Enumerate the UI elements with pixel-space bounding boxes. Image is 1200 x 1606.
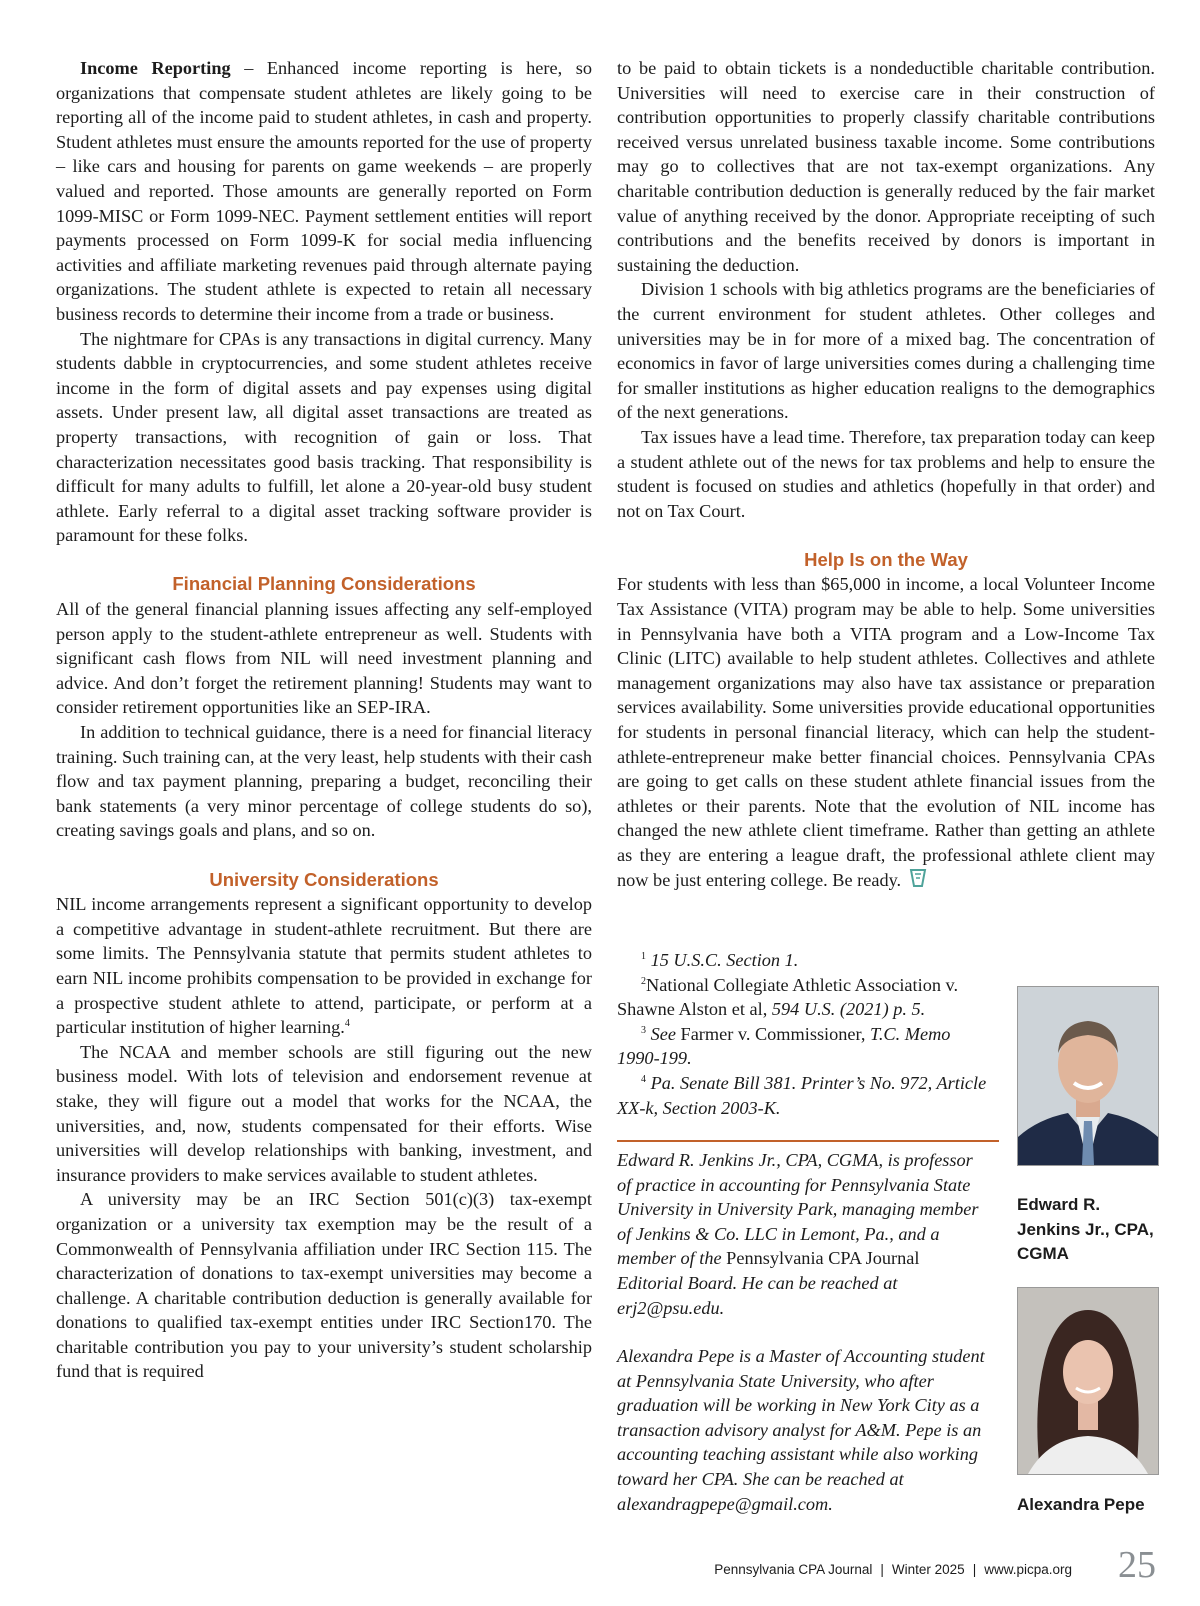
footer-separator: | [972, 1562, 977, 1577]
footnote-ref: 4 [344, 1018, 350, 1030]
footnote-text: Pa. Senate Bill 381. Printer’s No. 972, Article XX-k, Section 2003-K. [617, 1072, 987, 1118]
paragraph-text: – Enhanced income reporting is here, so organizations that compensate student athletes are likely going to be reporting all of the income paid to student athletes, in cash and property. Student athletes must ensure the amounts reported for the use of property – like cars and housing for parents on game weekends – are properly valued and reported. Those amounts are generally reported on Form 1099-MISC or Form 1099-NEC. Payment settlement entities will report payments processed on Form 1099-K for social media influencing activities and affiliate marketing revenues paid through alternate paying organizations. The student athlete is expected to retain all necessary business records to determine their income from a trade or business. [56, 58, 592, 324]
footnote-text: National Collegiate Athletic Association v. Shawne Alston et al, [617, 974, 959, 1020]
section-heading-university: University Considerations [209, 868, 439, 890]
paragraph-charitable: to be paid to obtain tickets is a nondeductible charitable contribution. Universities will need to exercise care in their construction of contribution opportunities to properly classify charitable contributions received versus unrelated business taxable income. Some contributions may go to collectives that are not tax-exempt organizations. Any charitable contribution deduction is generally reduced by the fair market value of anything received by the donor. Appropriate receipting of such contributions and the benefits received by donors is important in sustaining the deduction. [617, 58, 1155, 275]
keystone-icon [909, 868, 927, 895]
footnote-number: 3 [641, 1024, 646, 1036]
photo-caption-pepe: Alexandra Pepe [1017, 1495, 1145, 1514]
photo-caption-jenkins: Edward R. Jenkins Jr., CPA, CGMA [1017, 1195, 1154, 1264]
footnote-1 [617, 948, 997, 973]
section-heading-help: Help Is on the Way [804, 548, 968, 570]
footnote-number: 1 [641, 950, 646, 962]
footnote-2 [617, 973, 997, 1022]
footnote-number: 4 [641, 1073, 646, 1085]
footer-separator: | [880, 1562, 884, 1577]
author-bio-pepe: Alexandra Pepe is a Master of Accounting student at Pennsylvania State University, who after graduation will be working in New York City as a transaction advisory analyst for A&M. Pepe is an accounting teaching assistant while also working toward her CPA. She can be reached at alexandragpepe@gmail.com. [617, 1346, 985, 1514]
footnote-number: 2 [641, 975, 646, 987]
paragraph-text: For students with less than $65,000 in income, a local Volunteer Income Tax Assistance (VITA) program may be able to help. Some universities in Pennsylvania have both a VITA program and a Low-Income Tax Clinic (LITC) available to help student athletes. Collectives and athlete management organizations may also have tax assistance or preparation services availability. Some universities provide educational opportunities for students in personal financial literacy, which can help the student-athlete-entrepreneur make better financial choices. Pennsylvania CPAs are going to get calls on these student athlete financial issues from the athletes or their parents. Note that the evolution of NIL income has changed the new athlete client timeframe. Rather than getting an athlete as they are entering a league draft, the professional athlete client may now be just entering college. Be ready. [617, 574, 1155, 890]
paragraph-tax-exempt: A university may be an IRC Section 501(c)(3) tax-exempt organization or a university tax exemption may be the result of a Commonwealth of Pennsylvania affiliation under IRC Section 115. The characterization of donations to tax-exempt universities may become a challenge. A charitable contribution deduction is generally available for donations to qualified tax-exempt entities under IRC Section170. The charitable contribution you pay to your university’s student scholarship fund that is required [56, 1189, 592, 1382]
paragraph-ncaa: The NCAA and member schools are still figuring out the new business model. With lots of television and endorsement revenue at stake, they will figure out a model that works for the NCAA, the universities, and, now, students compensated for their efforts. Wise universities will develop relationships with banking, investment, and insurance providers to make services available to student athletes. [56, 1041, 592, 1185]
footnote-citation: 594 U.S. (2021) p. 5. [771, 999, 926, 1020]
footnote-3 [617, 1022, 997, 1071]
footnote-citation: T.C. Memo 1990-199. [617, 1023, 951, 1069]
footnote-signal: See [650, 1023, 676, 1044]
paragraph-income-reporting [56, 56, 592, 327]
author-photo-pepe [1017, 1287, 1159, 1475]
footnote-text: Farmer v. Commissioner, [675, 1023, 871, 1044]
paragraph-nil-income [56, 892, 592, 1040]
paragraph-division-1: Division 1 schools with big athletics programs are the beneficiaries of the current environment for student athletes. Other colleges and universities may be in for more of a mixed bag. The concentration of economics in favor of large universities comes during a challenging time for smaller institutions as higher education realigns to the demographics of the next generations. [617, 279, 1155, 423]
left-column [56, 56, 592, 1384]
run-in-heading: Income Reporting [80, 58, 231, 78]
footnote-4 [617, 1071, 997, 1120]
right-column [617, 56, 1155, 895]
section-heading-financial-planning: Financial Planning Considerations [172, 573, 476, 595]
footnote-text: 15 U.S.C. Section 1. [650, 950, 799, 970]
journal-name: Pennsylvania CPA Journal [726, 1248, 920, 1269]
author-photo-jenkins [1017, 986, 1159, 1166]
page-number: 25 [1118, 1544, 1156, 1586]
bio-text: Edward R. Jenkins Jr., CPA, CGMA, is professor of practice in accounting for Pennsylvania State University in University Park, managing member of Jenkins & Co. LLC in Lemont, Pa., and a member of the [617, 1150, 979, 1269]
footnotes [617, 948, 997, 1120]
divider-rule [617, 1140, 999, 1142]
paragraph-vita [617, 572, 1155, 894]
paragraph-financial-planning: All of the general financial planning issues affecting any self-employed person apply to the student-athlete entrepreneur as well. Students with significant cash flows from NIL will need investment planning and advice. And don’t forget the retirement planning! Students may want to consider retirement opportunities like an SEP-IRA. [56, 599, 592, 718]
website-link[interactable]: www.picpa.org [984, 1562, 1072, 1577]
issue-date: Winter 2025 [891, 1562, 965, 1577]
paragraph-text: NIL income arrangements represent a significant opportunity to develop a competitive advantage in student-athlete recruitment. But there are some limits. The Pennsylvania statute that permits student athletes to earn NIL income prohibits compensation to be provided in exchange for a prospective student athlete to attend, participate, or perform at a particular institution of higher learning. [56, 894, 592, 1038]
author-bio-jenkins [617, 1148, 987, 1320]
journal-title: Pennsylvania CPA Journal [714, 1562, 873, 1577]
bio-text: Editorial Board. He can be reached at erj2@psu.edu. [617, 1272, 898, 1318]
paragraph-digital-currency: The nightmare for CPAs is any transactions in digital currency. Many students dabble in cryptocurrencies, and some student athletes receive income in the form of digital assets and pay expenses using digital assets. Under present law, all digital asset transactions are treated as property transactions, with recognition of gain or loss. That characterization necessitates good basis tracking. That responsibility is difficult for many adults to fulfill, let alone a 20-year-old busy student athlete. Early referral to a digital asset tracking software provider is paramount for these folks. [56, 328, 592, 546]
paragraph-financial-literacy: In addition to technical guidance, there is a need for financial literacy training. Such training can, at the very least, help students with their cash flow and tax payment planning, preparing a budget, reconciling their bank statements (a very minor percentage of college students do so), creating savings goals and plans, and so on. [56, 722, 592, 841]
page-footer [714, 1562, 1072, 1577]
paragraph-lead-time: Tax issues have a lead time. Therefore, tax preparation today can keep a student athlete out of the news for tax problems and help to ensure the student is focused on studies and athletics (hopefully in that order) and not on Tax Court. [617, 426, 1155, 521]
